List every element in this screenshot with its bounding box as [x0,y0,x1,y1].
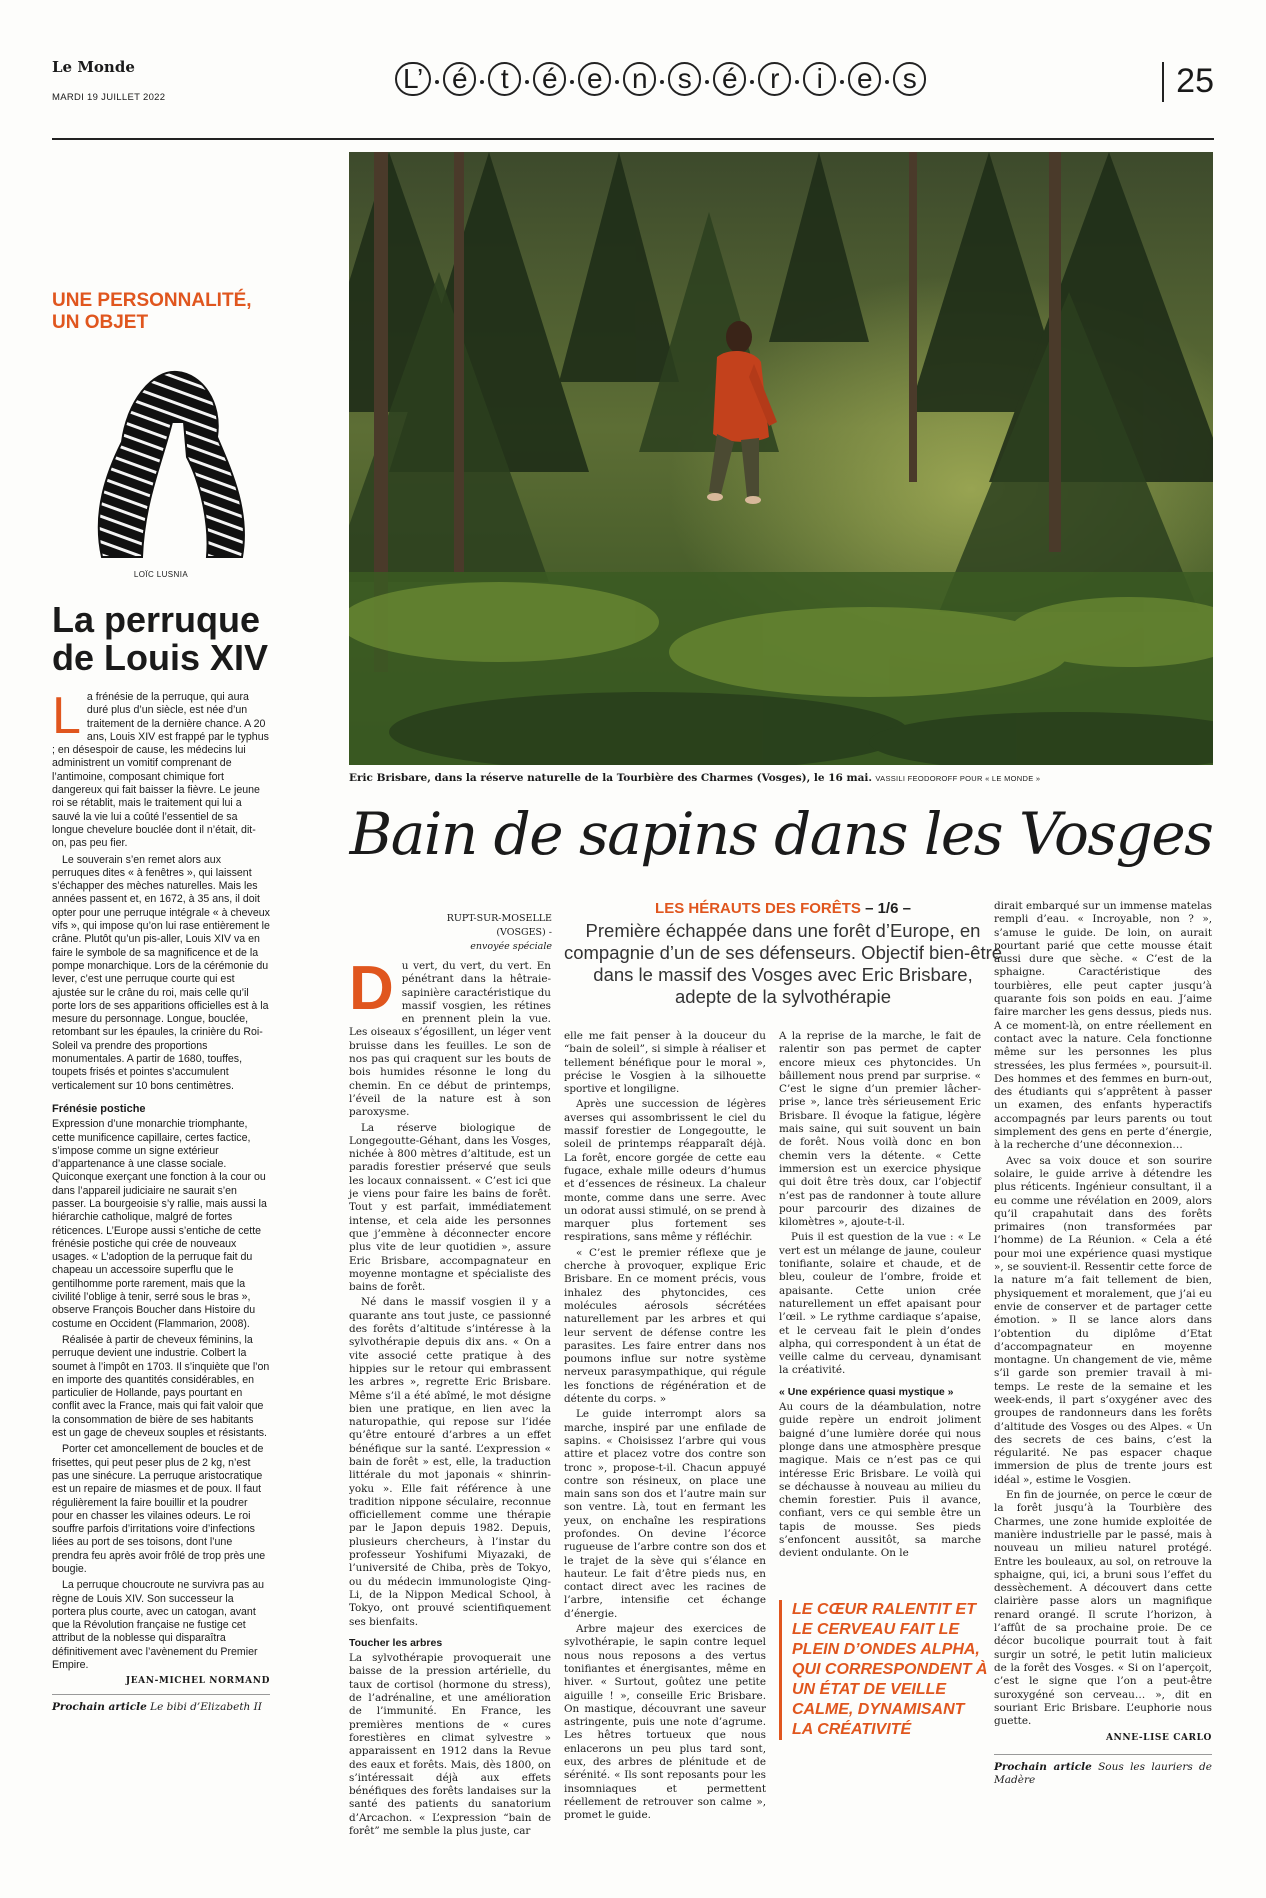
pull-quote: LE CŒUR RALENTIT ET LE CERVEAU FAIT LE PLEIN D’ONDES ALPHA, QUI CORRESPONDENT À UN ÉTAT DE VEILLE CALME, DYNAMISANT LA CRÉATIVITÉ [779,1600,989,1740]
series-connector [435,80,439,84]
photo-caption [349,772,1213,784]
c1-p3: Né dans le massif vosgien il y a quarante ans tout juste, ce passionné des forêts d’altitude s’intéresse à la sylvothérapie depuis dix ans. « On a vite associé cette pratique à des hippies sur le retour qui embrassent les arbres », regrette Eric Brisbare. Même s’il a été abîmé, le mot désigne bien une pratique, en lien avec la naturopathie, qui repose sur l’idée qu’être entouré d’arbres a un effet bénéfique sur la santé. L’expression « bain de forêt » est, elle, la traduction littérale du mot japonais « shinrin-yoku ». Elle fait référence à une tradition nippone séculaire, reconnue officiellement comme une thérapie par le Japon depuis 1982. Depuis, plusieurs chercheurs, à l’instar du professeur Yoshifumi Miyazaki, de l’université de Chiba, près de Tokyo, ou du médecin immunologiste Qing-Li, de la Nippon Medical School, à Tokyo, ont prouvé scientifiquement ses bienfaits. [349,1296,551,1628]
next-label: Prochain article [52,1701,147,1714]
article-deck [563,900,1003,1008]
article-author: ANNE-LISE CARLO [1105,1733,1212,1744]
sidebar-column [52,290,270,1713]
next-title: Le bibi d’Elizabeth II [150,1701,262,1714]
c4-p2: Avec sa voix douce et son sourire solaire, le guide arrive à détendre les plus réticents. Ingénieur consultant, il a eu comme une révélation en 2009, alors qu’il crapahutait dans des forêts primaires (non transformées par l’homme) de La Réunion. « Cela a été pour moi une expérience quasi mystique », se souvient-il. Ressentir cette force de la nature m’a fait tellement de bien, physiquement et moralement, que j’ai eu envie de conserver et de partager cette émotion. » Il se lance alors dans l’obtention du diplôme d’Etat d’accompagnateur en moyenne montagne. Un changement de vie, même s’il garde son premier travail à mi-temps. Le reste de la semaine et les week-ends, il part s’oxygéner avec des groupes de randonneurs dans les forêts d’altitude des Vosges ou des Alpes. « Un des secrets de ces bains, c’est la régularité. Ne pas espacer chaque immersion de plus de trente jours est idéal », estime le Vosgien. [994,1154,1212,1486]
sidebar-p4: Réalisée à partir de cheveux féminins, la perruque devient une industrie. Colbert la soumet à l’impôt en 1703. Il s’inquiète que l’on en importe des quantités considérables, en particulier de Hollande, pays pourtant en conflit avec la France, mais qui fait valoir que la consommation de bière de ses habitants est un gage de cheveux souples et résistants. [52,1333,270,1440]
sidebar-dropcap: L [52,687,81,745]
wig-illustration [82,362,252,562]
series-connector [660,80,664,84]
c3-p3: Au cours de la déambulation, notre guide repère un endroit joliment baigné d’une lumière dorée qui nous plonge dans une atmosphère presque magique. Mais ce n’est pas ce qui intéresse Eric Brisbare. Le voilà qui se déchausse à nouveau au milieu du chemin forestier. Puis il avance, confiant, vers ce qui semble être un tapis de mousse. Ses pieds s’enfoncent aussitôt, sa marche devient ondulante. On le [779,1401,981,1560]
article-column-1 [349,954,551,1840]
wig-icon [82,362,252,562]
series-letter: s [668,62,701,96]
series-label [563,900,1003,917]
series-connector [525,80,529,84]
article-next-label: Prochain article [994,1760,1092,1773]
sidebar-p1: a frénésie de la perruque, qui aura duré plus d’un siècle, est née d’un traitement de la dernière chance. A 20 ans, Louis XIV est frappé par le typhus ; en désespoir de cause, les médecins lui administrent un vomitif comprenant de l’antimoine, composant chimique fort dangereux qui fait baisser la fièvre. Le jeune roi se rétablit, mais le traitement qui lui a sauvé la vie lui a coûté l’essentiel de sa longue chevelure bouclée dont il n’était, dit-on, pas peu fier. [52,691,269,850]
sidebar-p2: Le souverain s’en remet alors aux perruques dites « à fenêtres », qui laissent s’échapper des mèches naturelles. Mais les années passent et, en 1672, à 35 ans, il doit opter pour une perruque intégrale « à cheveux vifs », qui impose qu’on lui rase entièrement le crâne. Plutôt qu’un pis-aller, Louis XIV va en faire le symbole de sa magnificence et de la pompe monarchique. Lors de la cérémonie du lever, c’est une perruque courte qui est ajustée sur le crâne du roi, mais celle qu’il porte lors de ses apparitions officielles est à la mesure du personnage. Longue, bouclée, retombant sur les épaules, la crinière du Roi-Soleil va prendre des proportions monumentales. A partir de 1680, touffes, toupets frisés et pointes s’accumulent verticalement sur 10 bons centimètres. [52,853,270,1092]
c1-p1: u vert, du vert, du vert. En pénétrant dans la hêtraie-sapinière caractéristique du massif vosgien, les rétines en prennent plein la vue. Les oiseaux s’égosillent, un léger vent bruisse dans les feuilles. Le son de nos pas qui craquent sur les bouts de bois humides résonne le long du chemin. En ce début de printemps, l’éveil de la nature est à son paroxysme. [349,960,551,1119]
sidebar-kicker-line2: UN OBJET [52,312,149,333]
sidebar-next-article [52,1694,270,1713]
sidebar-p6: La perruque choucroute ne survivra pas au règne de Louis XIV. Son successeur la portera plus courte, avec un catogan, avant que la Révolution française ne fustige cet attribut de la noblesse qui disparaîtra définitivement avec l’avènement du Premier Empire. [52,1579,264,1672]
sidebar-author: JEAN-MICHEL NORMAND [125,1676,270,1687]
article-dateline [400,912,552,954]
series-letter: s [893,62,926,96]
forest-photo [349,152,1213,765]
series-connector [840,80,844,84]
series-letter: i [803,62,836,96]
c2-p3: « C’est le premier réflexe que je cherche à provoquer, explique Eric Brisbare. En ce moment précis, vous inhalez des phytoncides, ces molécules aérosols sécrétées naturellement par les arbres et qui leur servent de défense contre les parasites. Les faire entrer dans nos poumons influe sur notre système nerveux parasympathique, qui régule les fonctions de régénération et de détente du corps. » [564,1246,766,1406]
sidebar-body [52,687,270,1672]
series-letter: n [623,62,656,96]
c2-p1: elle me fait penser à la douceur du “bain de soleil”, si simple à réaliser et tellement bénéfique pour le moral », précise le Vosgien à la silhouette sportive et longiligne. [564,1030,766,1096]
sidebar-title-line1: La perruque [52,599,261,640]
series-connector [615,80,619,84]
series-letter: e [848,62,881,96]
sidebar-p3: Expression d’une monarchie triomphante, cette munificence capillaire, certes factice, s’impose comme un signe extérieur d’appartenance à une classe sociale. Quiconque exerçant une fonction à la cour ou dans l’appareil judiciaire ne saurait s’en passer. La bourgeoisie s’y rallie, mais aussi la hiérarchie catholique, malgré de fortes réticences. L’Europe aussi s’entiche de cette frénésie postiche qui crée de nouveaux usages. « L’adoption de la perruque fait du chapeau un accessoire superflu que le gentilhomme porte rarement, mais que la civilité l’oblige à tenir, serré sous le bras », observe François Boucher dans Histoire du costume en Occident (Flammarion, 2008). [52,1118,267,1330]
page-header [52,58,1214,138]
series-connector [705,80,709,84]
series-letter: é [443,62,476,96]
c1-p2: La réserve biologique de Longegoutte-Géhant, dans les Vosges, nichée à 800 mètres d’altitude, est un paradis forestier préservé que seuls les locaux connaissent. « C’est ici que je viens pour faire les bains de forêt. Tout y est parfait, immédiatement intense, et cela aide les personnes que j’emmène à déconnecter encore plus vite de leur quotidien », assure Eric Brisbare, accompagnateur en moyenne montagne et spécialiste des bains de forêt. [349,1121,551,1294]
c2-p4: Le guide interrompt alors sa marche, inspiré par une enfilade de sapins. « Choisissez l’arbre qui vous attire et placez votre dos contre son tronc », propose-t-il. Chacun appuyé contre son résineux, on place une main sans son dos et l’autre main sur son ventre. Là, tout en fermant les yeux, on enchaîne les respirations profondes. On devine l’écorce rugueuse de l’arbre contre son dos et le trajet de la sève qui s’élance en hauteur. Le fait d’être pieds nus, en contact direct avec les racines de l’arbre, intensifie cet échange d’énergie. [564,1408,766,1620]
article-column-2 [564,1030,766,1825]
series-letter: L’ [395,62,431,96]
series-connector [885,80,889,84]
sidebar-kicker [52,290,270,334]
sidebar-paragraph [52,687,270,851]
series-letter: é [713,62,746,96]
sidebar-title-line2: de Louis XIV [52,637,269,678]
sidebar-title [52,601,270,677]
c2-p2: Après une succession de légères averses qui assombrissent le ciel du massif forestier de Longegoutte, le soleil de printemps réapparaît déjà. La forêt, encore gorgée de cette eau fugace, exhale mille odeurs d’humus et d’essences de résineux. La chaleur monte, comme dans une serre. Avec un odorat aussi stimulé, on se prend à marquer plus fortement ses respirations, sans même y réfléchir. [564,1098,766,1244]
masthead-logo: Le Monde [52,58,135,76]
dateline-role: envoyée spéciale [470,941,552,952]
c1-subhead: Toucher les arbres [349,1636,443,1649]
c2-p5: Arbre majeur des exercices de sylvothérapie, le sapin contre lequel nous nous reposons a des vertus tonifiantes et énergisantes, même en hiver. « Surtout, goûtez une petite aiguille ! », conseille Eric Brisbare. On mastique, découvrant une saveur astringente, puis une note d’agrume. Les hêtres tortueux que nous enlacerons un peu plus tard sont, eux, des arbres de plénitude et de sérénité. « Ils sont reposants pour les insomniaques et permettent réellement de retrouver son calme », promet le guide. [564,1623,766,1822]
article-column-3 [779,1030,981,1563]
forest-scene-icon [349,152,1213,765]
article-dropcap: D [349,954,394,1023]
article-paragraph [349,954,551,1120]
series-name: LES HÉRAUTS DES FORÊTS [655,900,861,917]
series-letter: e [578,62,611,96]
c3-p1: A la reprise de la marche, le fait de ralentir son pas permet de capter encore mieux ces phytoncides. Un bâillement nous prend par surprise. « C’est le signe d’un premier lâcher-prise », lance très sérieusement Eric Brisbare. Il évoque la fatigue, légère mais saine, qui suit souvent un bain de forêt. Nous voilà donc en bon chemin vers la détente. « Cette immersion est un exercice physique qui doit être très doux, car l’objectif n’est pas de randonner à toute allure pour parcourir des dizaines de kilomètres », ajoute-t-il. [779,1030,981,1229]
c1-p4: La sylvothérapie provoquerait une baisse de la pression artérielle, du taux de cortisol (hormone du stress), de l’adrénaline, et une amélioration de l’immunité. En France, les premières mentions de « cures forestières en climat sylvestre » apparaissent en 1912 dans la Revue des eaux et forêts. Mais, dès 1800, on s’intéressait déjà aux effets bénéfiques des forêts landaises sur la santé des patients du sanatorium d’Arcachon. « L’expression “bain de forêt” me semble la plus juste, car [349,1652,551,1837]
article-title: Bain de sapins dans les Vosges [349,800,1213,868]
series-connector [795,80,799,84]
c4-p1: dirait embarqué sur un immense matelas rempli d’eau. « Incroyable, non ? », s’amuse le guide. De loin, on aurait pourtant parié que cette mousse était aussi dure que sèche. « C’est de la sphaigne. Caractéristique des tourbières, elle peut capter jusqu’à quarante fois son poids en eau. J’aime faire marcher les gens dessus, pieds nus. A ce moment-là, on entre réellement en contact avec la nature. Cela fonctionne même sur les personnes les plus stressées, les plus fermées », poursuit-il. Des hommes et des femmes en burn-out, des étudiants qui s’apprêtent à passer un examen, des enfants hyperactifs accompagnés par leurs parents ou tout simplement des gens en perte d’énergie, à la recherche d’une déconnexion… [994,900,1212,1152]
photo-credit: VASSILI FEODOROFF POUR « LE MONDE » [875,774,1041,783]
caption-text: Eric Brisbare, dans la réserve naturelle de la Tourbière des Charmes (Vosges), le 16 mai. [349,772,873,784]
page-number: 25 [1162,62,1214,102]
series-banner [395,62,926,102]
series-letter: t [488,62,521,96]
series-letter: r [758,62,791,96]
c3-subhead: « Une expérience quasi mystique » [779,1385,954,1398]
series-connector [750,80,754,84]
c4-p3: En fin de journée, on perce le cœur de la forêt jusqu’à la Tourbière des Charmes, une zone humide exploitée de manière industrielle par le passé, mais à nouveau un milieu naturel protégé. Entre les bouleaux, au sol, on retrouve la sphaigne, qui, ici, a bruni sous l’effet du dessèchement. A découvert dans cette clairière passe alors un magnifique renard orangé. Il scrute l’horizon, à l’affût de sa prochaine proie. De ce décor bucolique pourrait tout à fait surgir un sotré, le petit lutin malicieux de la forêt des Vosges. « Si on l’aperçoit, c’est le signe que l’on a peut-être suroxygéné son cerveau… », dit en souriant Eric Brisbare. L’euphorie nous guette. [994,1489,1212,1728]
series-number: – 1/6 – [865,900,911,917]
sidebar-p5: Porter cet amoncellement de boucles et de frisettes, qui peut peser plus de 2 kg, n’est pas une sinécure. La perruque aristocratique est un repaire de miasmes et de poux. Il faut régulièrement la faire bouillir et la poudrer pour en chasser les vilaines odeurs. Le roi souffre parfois d’irritations voire d’infections liées au port de ses toisons, dont l’une prendra feu après avoir frôlé de trop près une bougie. [52,1443,266,1575]
article-lede: Première échappée dans une forêt d’Europe, en compagnie d’un de ses défenseurs. Objectif bien-être dans le massif des Vosges avec Eric Brisbare, adepte de la sylvothérapie [563,920,1003,1007]
issue-date: MARDI 19 JUILLET 2022 [52,92,166,103]
series-letter: é [533,62,566,96]
article-column-4 [994,900,1212,1787]
article-next [994,1754,1212,1788]
article-next-title: Sous les lauriers de Madère [994,1760,1212,1786]
series-connector [480,80,484,84]
header-rule [52,138,1214,140]
sidebar-subhead: Frénésie postiche [52,1102,146,1115]
dateline-place: RUPT-SUR-MOSELLE (VOSGES) - [446,913,552,938]
illustration-credit: LOÏC LUSNIA [133,570,189,579]
sidebar-kicker-line1: UNE PERSONNALITÉ, [52,290,252,311]
series-connector [570,80,574,84]
c3-p2: Puis il est question de la vue : « Le vert est un mélange de jaune, couleur tonifiante, solaire et chaude, et de bleu, couleur de l’ombre, froide et apaisante. Cette union crée naturellement un effet apaisant pour l’œil. » Le rythme cardiaque s’apaise, et le cerveau fait le plein d’ondes alpha, qui correspondent à un état de veille calme du cerveau, dynamisant la créativité. [779,1231,981,1377]
